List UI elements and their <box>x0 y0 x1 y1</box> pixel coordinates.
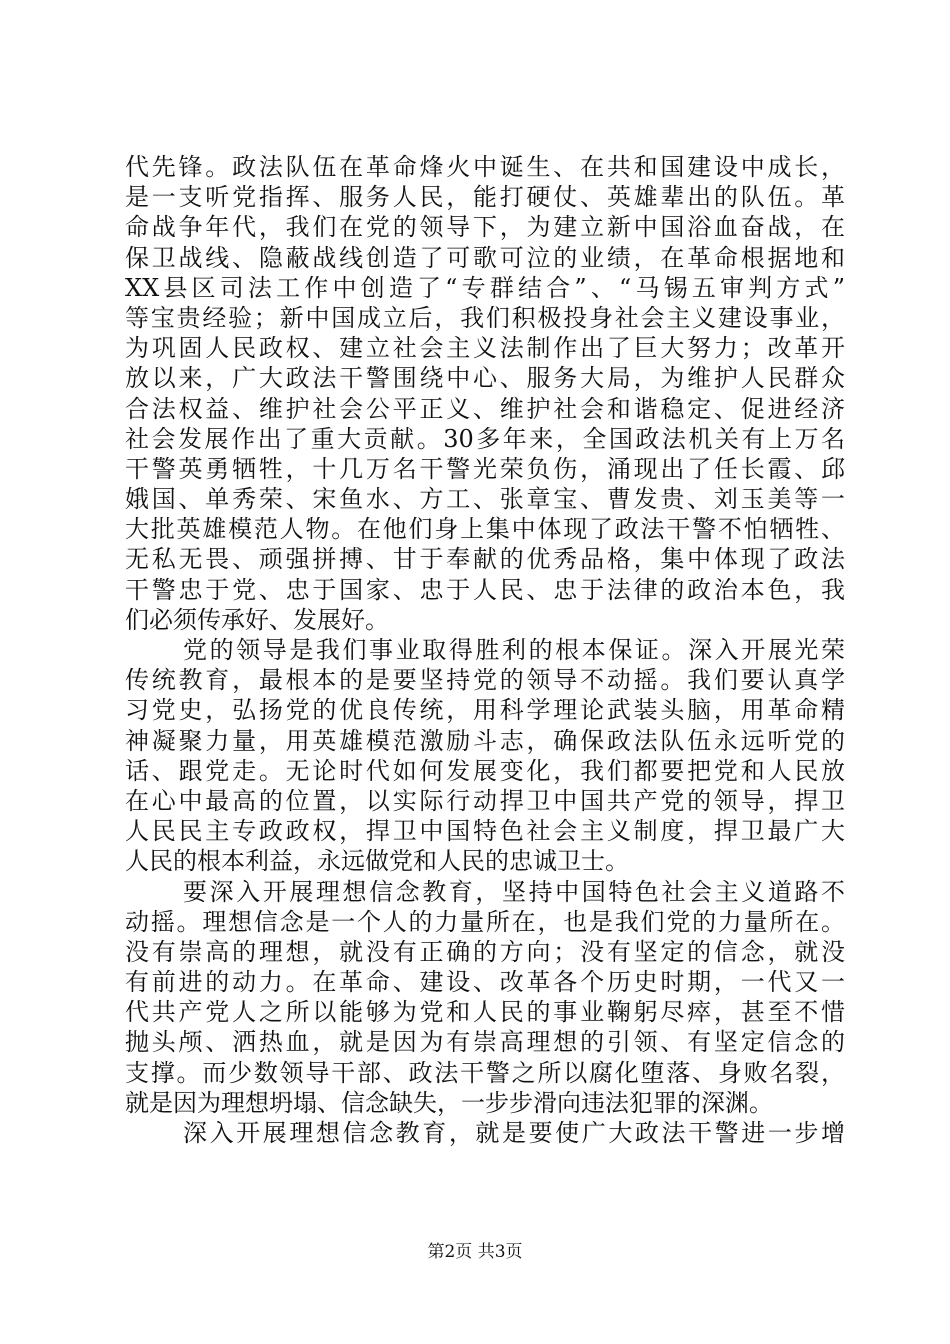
text-line: 就是因为理想坍塌、信念缺失，一步步滑向违法犯罪的深渊。 <box>125 1088 773 1117</box>
text-line: 传统教育，最根本的是要坚持党的领导不动摇。我们要认真学 <box>125 666 845 695</box>
text-line: 要深入开展理想信念教育，坚持中国特色社会主义道路不 <box>183 877 845 906</box>
text-line: 党的领导是我们事业取得胜利的根本保证。深入开展光荣 <box>183 636 845 664</box>
text-line: 在心中最高的位置，以实际行动捍卫中国共产党的领导，捍卫 <box>125 786 845 815</box>
text-line: 是一支听党指挥、服务人民，能打硬仗、英雄辈出的队伍。革 <box>125 183 845 212</box>
text-line: 抛头颅、洒热血，就是因为有崇高理想的引领、有坚定信念的 <box>125 1028 845 1057</box>
text-line: 放以来，广大政法干警围绕中心、服务大局，为维护人民群众 <box>125 364 845 393</box>
text-line: 神凝聚力量，用英雄模范激励斗志，确保政法队伍永远听党的 <box>125 726 845 755</box>
text-line: 习党史，弘扬党的优良传统，用科学理论武装头脑，用革命精 <box>125 696 845 725</box>
text-line: 们必须传承好、发展好。 <box>125 605 389 634</box>
text-line: 深入开展理想信念教育，就是要使广大政法干警进一步增 <box>183 1119 845 1147</box>
text-line: 代共产党人之所以能够为党和人民的事业鞠躬尽瘁，甚至不惜 <box>125 998 845 1027</box>
text-line: 社会发展作出了重大贡献。30多年来，全国政法机关有上万名 <box>125 424 845 453</box>
text-line: XX县区司法工作中创造了“专群结合”、“马锡五审判方式” <box>125 273 845 302</box>
text-line: 为巩固人民政权、建立社会主义法制作出了巨大努力；改革开 <box>125 334 845 363</box>
text-line: 人民民主专政政权，捍卫中国特色社会主义制度，捍卫最广大 <box>125 817 845 846</box>
text-line: 干警英勇牺牲，十几万名干警光荣负伤，涌现出了任长霞、邱 <box>125 454 845 483</box>
text-line: 有前进的动力。在革命、建设、改革各个历史时期，一代又一 <box>125 968 845 997</box>
text-line: 人民的根本利益，永远做党和人民的忠诚卫士。 <box>125 847 629 876</box>
text-line: 命战争年代，我们在党的领导下，为建立新中国浴血奋战，在 <box>125 213 845 242</box>
text-line: 无私无畏、顽强拼搏、甘于奉献的优秀品格，集中体现了政法 <box>125 545 845 574</box>
document-body <box>125 152 845 1148</box>
text-line: 干警忠于党、忠于国家、忠于人民、忠于法律的政治本色，我 <box>125 575 845 604</box>
text-line: 动摇。理想信念是一个人的力量所在，也是我们党的力量所在。 <box>125 907 845 936</box>
text-line: 娥国、单秀荣、宋鱼水、方工、张章宝、曹发贵、刘玉美等一 <box>125 485 845 514</box>
text-line: 代先锋。政法队伍在革命烽火中诞生、在共和国建设中成长， <box>125 153 845 181</box>
text-line: 大批英雄模范人物。在他们身上集中体现了政法干警不怕牺牲、 <box>125 515 845 544</box>
text-line: 话、跟党走。无论时代如何发展变化，我们都要把党和人民放 <box>125 756 845 785</box>
text-line: 支撑。而少数领导干部、政法干警之所以腐化堕落、身败名裂， <box>125 1058 845 1087</box>
text-line: 保卫战线、隐蔽战线创造了可歌可泣的业绩，在革命根据地和 <box>125 243 845 272</box>
text-line: 没有崇高的理想，就没有正确的方向；没有坚定的信念，就没 <box>125 937 845 966</box>
text-line: 合法权益、维护社会公平正义、维护社会和谐稳定、促进经济 <box>125 394 845 423</box>
page-footer: 第2页 共3页 <box>427 1242 523 1262</box>
text-line: 等宝贵经验；新中国成立后，我们积极投身社会主义建设事业， <box>125 303 845 332</box>
